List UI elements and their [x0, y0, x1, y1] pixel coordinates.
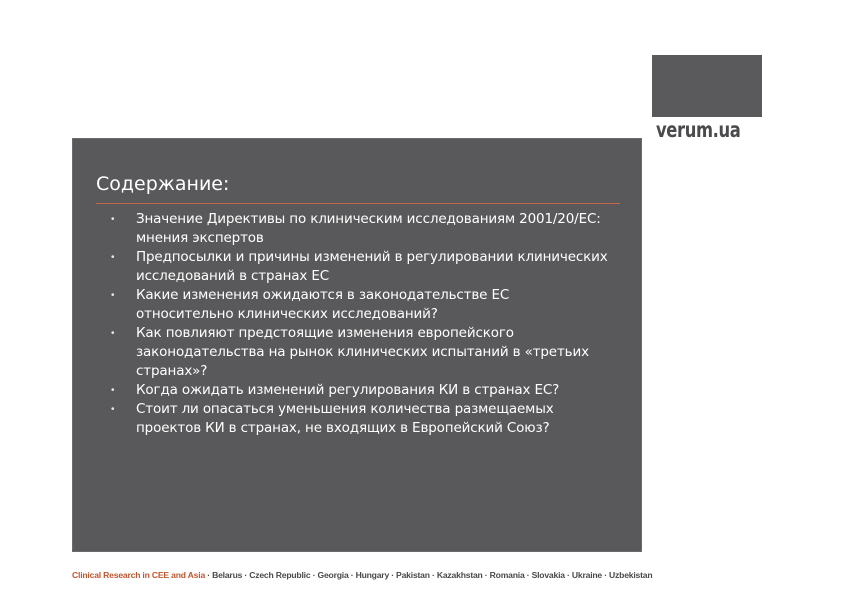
list-item	[73, 381, 643, 400]
content-panel	[72, 138, 642, 552]
footer-countries: · Belarus · Czech Republic · Georgia · Hungary · Pakistan · Kazakhstan · Romania · Slovakia · Ukraine · Uzbekistan	[205, 570, 653, 580]
list-item-text: Предпосылки и причины изменений в регулировании клинических исследований в странах ЕС	[136, 249, 608, 284]
bullet-icon: •	[111, 328, 115, 339]
bullet-icon: •	[111, 214, 115, 225]
list-item	[73, 324, 643, 381]
list-item	[73, 400, 643, 438]
list-item-text: Как повлияют предстоящие изменения европейского законодательства на рынок клинических испытаний в «третьих странах»?	[136, 325, 589, 379]
list-item-text: Какие изменения ожидаются в законодательстве ЕС относительно клинических исследований?	[136, 287, 510, 322]
footer-highlight: Clinical Research in CEE and Asia	[72, 570, 206, 580]
list-item	[73, 210, 643, 248]
list-item	[73, 286, 643, 324]
list-item	[73, 248, 643, 286]
agenda-list	[73, 210, 643, 438]
bullet-icon: •	[111, 385, 115, 396]
footer	[72, 570, 653, 580]
slide-title: Содержание:	[96, 173, 230, 195]
list-item-text: Значение Директивы по клиническим исследованиям 2001/20/ЕС: мнения экспертов	[136, 211, 601, 246]
list-item-text: Когда ожидать изменений регулирования КИ в странах ЕС?	[136, 382, 560, 398]
logo-text: verum.ua	[656, 118, 741, 142]
bullet-icon: •	[111, 404, 115, 415]
bullet-icon: •	[111, 290, 115, 301]
title-divider	[96, 203, 620, 204]
logo-square	[652, 55, 762, 117]
logo	[652, 55, 762, 142]
bullet-icon: •	[111, 252, 115, 263]
list-item-text: Стоит ли опасаться уменьшения количества размещаемых проектов КИ в странах, не входящих в Европейский Союз?	[136, 401, 554, 436]
